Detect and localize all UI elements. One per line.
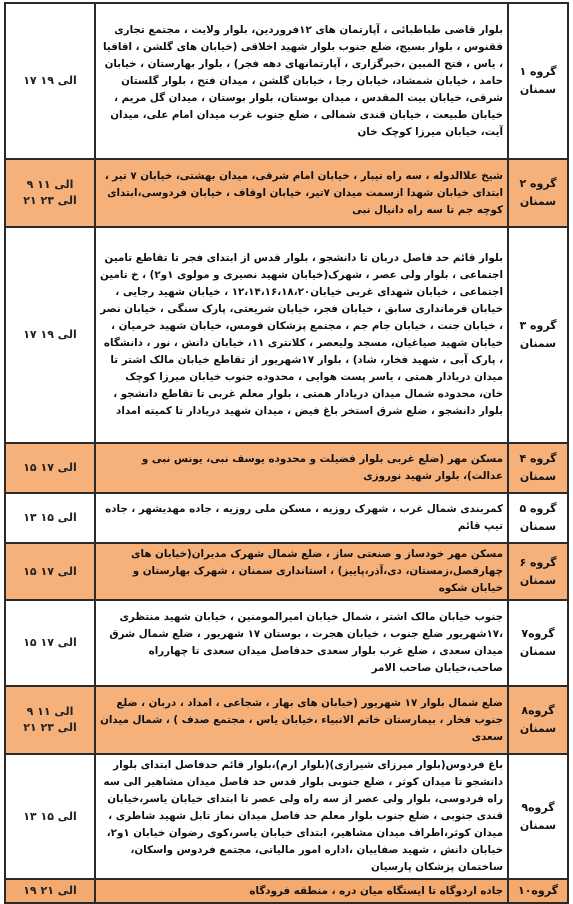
time-slot: ۱۷ الی ۱۹ xyxy=(23,74,77,87)
time-cell xyxy=(5,159,95,227)
group-name: گروه ۶ xyxy=(519,555,557,569)
table-row-group-10 xyxy=(5,879,568,903)
group-cell xyxy=(508,600,568,686)
areas-cell: بلوار قائم حد فاصل دربان تا دانشجو ، بلوار قدس از ابتدای فجر تا تقاطع تامین اجتماعی ، بلوار ولی عصر ، شهرک(خیابان شهید نصیری و مولوی ۱و۲) ، خ تامین اجتماعی ، خیابان شهدای غربی خیابان۱۲،۱۴،۱۶،۱۸،۲۰ ، خیابان شهید رجایی ، خیابان فرمانداری سابق ، خیابان فجر، خیابان شریعتی، پارک سنگی ، خیابان نصر ، خیابان جنت ، خیابان جام جم ، مجتمع پزشکان قومس، خیابان شهید خرمیان ، خیابان شهید صیاغیان، مسجد ولیعصر ، کلانتری ۱۱، خیابان دانش ، نور ، دانشگاه ، پارک آبی ، شهید فخار، شاد) ، بلوار ۱۷شهریور از تقاطع خیابان مالک اشتر تا میدان دریادار همتی ، یاسر پست هوایی ، محدوده جنوب خیابان میرزا کوچک خان، محدوده شمال میدان دریادار همتی ، بلوار معلم غربی تا تقاطع دانشجو ، بلوار دانشجو ، ضلع شرق استخر باغ فیض ، میدان شهید دریادار تا کمیته امداد xyxy=(95,227,508,443)
table-row-group-2 xyxy=(5,159,568,227)
time-cell xyxy=(5,686,95,754)
time-cell xyxy=(5,443,95,493)
time-slot: ۹ الی ۱۱ xyxy=(26,178,74,191)
areas-cell: باغ فردوس(بلوار میرزای شیرازی)(بلوار ارم)،بلوار قائم حدفاصل ابتدای بلوار دانشجو تا میدان کوثر ، ضلع جنوبی بلوار قدس حد فاصل میدان مشاهیر الی سه راه فردوسی، بلوار ولی عصر از سه راه ولی عصر تا ابتدای خیابان یاسر،خیابان قندی جنوبی ، ضلع جنوب بلوار معلم حد فاصل میدان نماز تابل شهید شاطری ، میدان کوثر،اطراف میدان مشاهیر، ابتدای خیابان یاسر،کوی رضوان خیابان ۱و۲، خیابان دانش ، شهید صفاییان ،اداره امور مالیاتی، مجتمع فردوس واسکان، ساختمان پزشکان پارسیان xyxy=(95,754,508,879)
time-slot: ۱۳ الی ۱۵ xyxy=(23,511,77,524)
table-row-group-8 xyxy=(5,686,568,754)
group-name: گروه ۲ xyxy=(519,177,557,190)
group-cell xyxy=(508,686,568,754)
group-name: گروه ۴ xyxy=(519,452,557,465)
time-slot: ۱۹ الی ۲۱ xyxy=(23,884,77,897)
group-cell xyxy=(508,443,568,493)
group-name: گروه ۵ xyxy=(519,502,557,515)
group-city: سمنان xyxy=(519,818,557,832)
table-row-group-7 xyxy=(5,600,568,686)
areas-cell: جنوب خیابان مالک اشتر ، شمال خیابان امیرالمومنین ، خیابان شهید منتظری ،۱۷شهریور ضلع جنوب ، خیابان هجرت ، بوستان ۱۷ شهریور ، ضلع شمال شرق میدان سعدی ، ضلع غرب بلوار سعدی حدفاصل میدان سعدی تا چهارراه صاحب،خیابان صاحب الامر xyxy=(95,600,508,686)
table-row-group-9 xyxy=(5,754,568,879)
group-name: گروه ۳ xyxy=(519,319,557,332)
group-cell xyxy=(508,159,568,227)
group-city: سمنان xyxy=(519,520,557,533)
areas-cell: جاده اردوگاه تا ایستگاه میان دره ، منطقه فرودگاه xyxy=(95,879,508,903)
group-city: سمنان xyxy=(519,195,557,208)
time-slot: ۱۵ الی ۱۷ xyxy=(23,636,77,649)
time-cell xyxy=(5,600,95,686)
time-cell xyxy=(5,754,95,879)
table-row-group-3 xyxy=(5,227,568,443)
table-row-group-4 xyxy=(5,443,568,493)
group-cell xyxy=(508,493,568,543)
group-cell xyxy=(508,879,568,903)
time-cell xyxy=(5,493,95,543)
group-city: سمنان xyxy=(519,337,557,350)
time-slot: ۱۳ الی ۱۵ xyxy=(23,809,77,823)
table-row-group-1 xyxy=(5,3,568,159)
table-row-group-6 xyxy=(5,543,568,600)
time-cell xyxy=(5,543,95,600)
group-cell xyxy=(508,227,568,443)
time-slot: ۲۱ الی ۲۳ xyxy=(23,194,77,207)
areas-cell: بلوار قاضی طباطبائی ، آپارتمان های ۱۲فروردین، بلوار ولایت ، مجتمع تجاری ققنوس ، بلوار بسیج، ضلع جنوب بلوار شهید اخلاقی (خیابان های گلشن ، اقاقیا ، یاس ، فتح المبین ،خبرگزاری ، آپارتمانهای دهه فجر) ، بلوار بهارستان ، خیابان حامد ، خیابان شمشاد، خیابان رجا ، خیابان گلشن ، میدان فتح ، بلوار گلستان شرقی، خیابان بیت المقدس ، میدان بوستان، بلوار بوستان ، میدان گل مریم ، خیابان طبیعت ، خیابان قندی شمالی ، ضلع جنوب غرب میدان امام علی، میدان آیت، خیابان میرزا کوچک خان xyxy=(95,3,508,159)
time-cell xyxy=(5,3,95,159)
group-cell xyxy=(508,754,568,879)
outage-schedule-table xyxy=(4,2,569,904)
table-row-group-5 xyxy=(5,493,568,543)
group-city: سمنان xyxy=(519,573,557,587)
areas-cell: شیخ علاالدوله ، سه راه تیبار ، خیابان امام شرقی، میدان بهشتی، خیابان ۷ تیر ، ابتدای خیابان شهدا ازسمت میدان ۷تیر، خیابان اوقاف ، خیابان فردوسی،ابتدای کوچه جم تا سه راه دانیال نبی xyxy=(95,159,508,227)
group-cell xyxy=(508,3,568,159)
time-cell xyxy=(5,879,95,903)
group-name: گروه۹ xyxy=(521,800,555,814)
time-slot: ۲۱ الی ۲۳ xyxy=(23,721,77,734)
group-name: گروه۷ xyxy=(521,627,555,640)
areas-cell: کمربندی شمال غرب ، شهرک روزیه ، مسکن ملی روزیه ، جاده مهدیشهر ، جاده تیپ قائم xyxy=(95,493,508,543)
time-slot: ۱۵ الی ۱۷ xyxy=(23,461,77,474)
time-cell xyxy=(5,227,95,443)
group-city: سمنان xyxy=(519,470,557,483)
areas-cell: مسکن مهر (ضلع غربی بلوار فضیلت و محدوده یوسف نبی، یونس نبی و عدالت)، بلوار شهید نوروزی xyxy=(95,443,508,493)
group-city: سمنان xyxy=(519,645,557,658)
time-slot: ۱۵ الی ۱۷ xyxy=(23,564,77,578)
group-city: سمنان xyxy=(519,83,557,96)
group-city: سمنان xyxy=(519,722,557,735)
areas-cell: مسکن مهر خودساز و صنعتی ساز ، ضلع شمال شهرک مدیران(خیابان های چهارفصل،زمستان، دی،آذر،پاییز) ، استانداری سمنان ، شهرک بهارستان و خیابان شکوه xyxy=(95,543,508,600)
time-slot: ۹ الی ۱۱ xyxy=(26,705,74,718)
areas-cell: ضلع شمال بلوار ۱۷ شهریور (خیابان های بهار ، شجاعی ، امداد ، دربان ، ضلع جنوب فخار ، بیمارستان خاتم الانبیاء ،خیابان یاس ، مجتمع صدف ) ، شمال میدان سعدی xyxy=(95,686,508,754)
group-name: گروه۸ xyxy=(521,704,555,717)
group-cell xyxy=(508,543,568,600)
group-name: گروه ۱ xyxy=(519,65,557,78)
group-name: گروه۱۰ xyxy=(517,884,558,897)
time-slot: ۱۷ الی ۱۹ xyxy=(23,328,77,341)
